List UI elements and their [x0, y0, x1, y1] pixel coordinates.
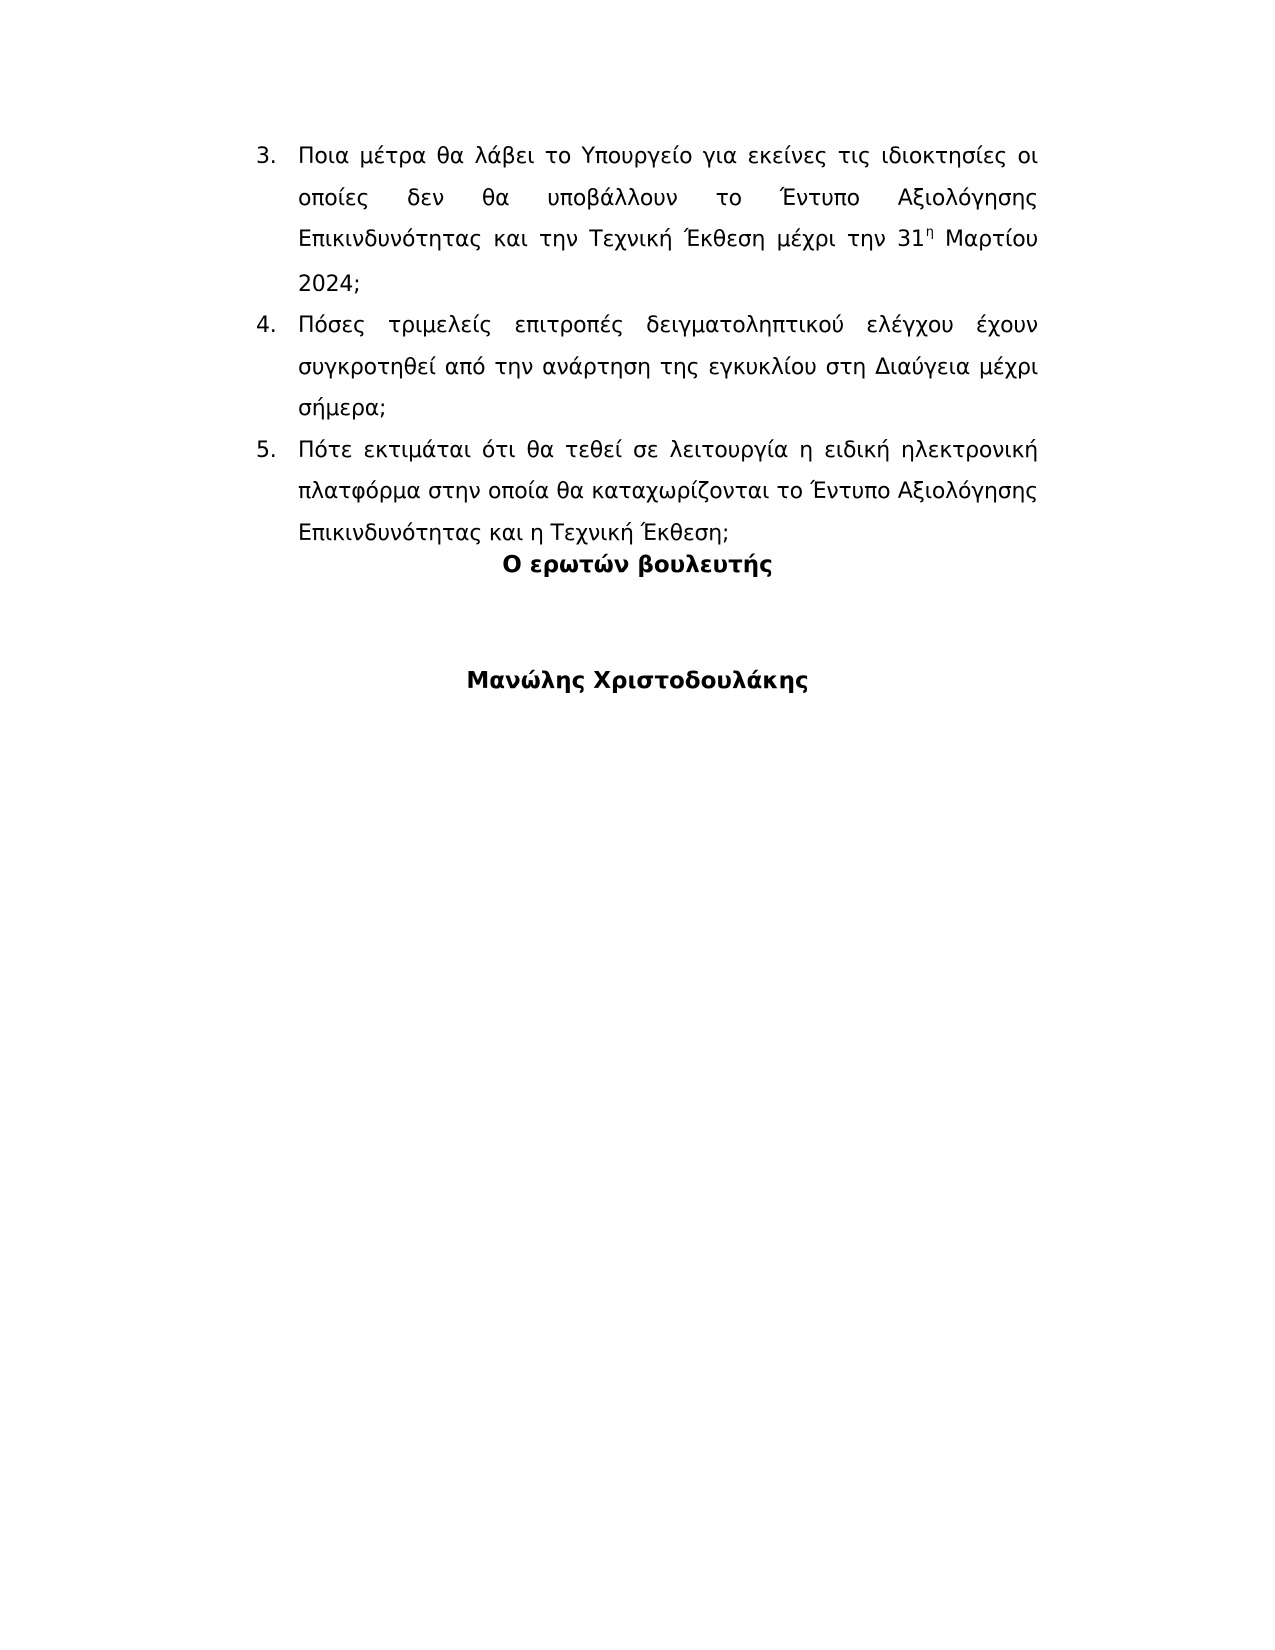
signature-name: Μανώλης Χριστοδουλάκης — [466, 668, 809, 694]
question-item — [256, 305, 1038, 430]
question-item — [256, 430, 1038, 555]
question-number: 5. — [256, 437, 277, 463]
question-item — [256, 136, 1038, 305]
question-text: Πόσες τριμελείς επιτροπές δειγματοληπτικού ελέγχου έχουν συγκροτηθεί από την ανάρτηση της εγκυκλίου στη Διαύγεια μέχρι σήμερα; — [298, 313, 1038, 421]
question-number: 4. — [256, 313, 277, 338]
signature-role: Ο ερωτών βουλευτής — [502, 552, 773, 578]
question-text-part: Ποια μέτρα θα λάβει το Υπουργείο για εκείνες τις ιδιοκτησίες οι οποίες δεν θα υποβάλλουν το Έντυπο Αξιολόγησης Επικινδυνότητας και την Τεχνική Έκθεση μέχρι την 31 — [298, 144, 1038, 252]
question-list — [256, 136, 1038, 554]
question-text-part: Μαρτίου 2024; — [298, 227, 1038, 297]
question-text — [298, 136, 1038, 305]
question-text: Πότε εκτιμάται ότι θα τεθεί σε λειτουργία η ειδική ηλεκτρονική πλατφόρμα στην οποία θα καταχωρίζονται το Έντυπο Αξιολόγησης Επικινδυνότητας και η Τεχνική Έκθεση; — [298, 437, 1038, 546]
question-number: 3. — [256, 144, 277, 169]
ordinal-superscript: η — [925, 225, 934, 240]
